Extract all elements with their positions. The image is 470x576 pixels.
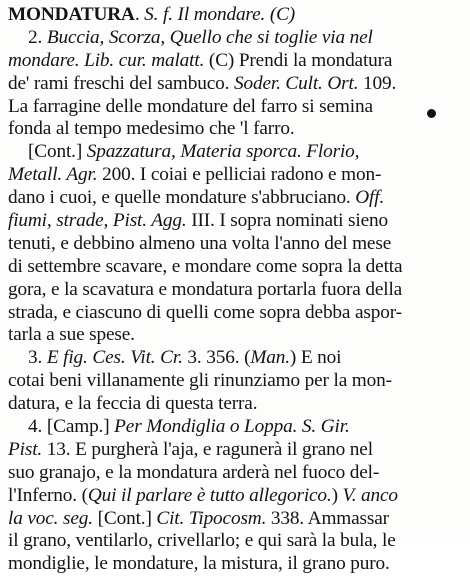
entry-text: La farragine delle mondature del farro si semina [8,95,373,117]
entry-text: la voc. seg. [8,507,93,529]
entry-text: E fig. Ces. Vit. Cr. [46,347,183,369]
ink-dot [427,109,436,118]
entry-text: strada, e ciascuno di quelli come sopra debba aspor- [8,301,402,323]
entry-line [8,530,462,553]
entry-text: mondiglie, le mondature, la mistura, il grano puro. [8,553,390,575]
entry-text: Spazzatura, Materia sporca. Florio, [86,141,360,163]
entry-text: il grano, ventilarlo, crivellarlo; e qui sarà la bula, le [8,530,396,552]
entry-text: de' rami freschi del sambuco. [8,72,234,94]
entry-line [8,553,462,576]
entry-text: III. I sopra nominati sieno [186,210,388,232]
entry-line [8,508,462,531]
entry-line [8,302,462,325]
entry-text: [Cont.] [92,507,157,529]
entry-text: ) [331,484,343,506]
entry-line [8,279,462,302]
entry-text: suo granajo, e la mondatura arderà nel fuoco del- [8,461,380,483]
entry-line [8,233,462,256]
entry-text: datura, e la feccia di questa terra. [8,393,258,415]
entry-text: Buccia, Scorza, Quello che si toglie via nel [46,26,373,48]
entry-text: ) E noi [289,347,342,369]
entry-text: 3. [28,347,47,369]
entry-line [8,256,462,279]
entry-text: tenuti, e debbino almeno una volta l'anno del mese [8,232,392,254]
entry-text: Cit. Tipocosm. [156,507,267,529]
entry-text: gora, e la scavatura e mondatura portarla fuora della [8,278,403,300]
entry-text: Off. [355,187,385,209]
entry-line [8,485,462,508]
entry-line [8,27,462,50]
entry-text: cotai beni villanamente gli rinunziamo per la mon- [8,370,392,392]
entry-text: S. f. Il mondare. (C) [144,4,296,25]
entry-text: tarla a sue spese. [8,324,135,346]
entry-line [8,141,462,164]
entry-text: di settembre scavare, e mondare come sopra la detta [8,255,403,277]
entry-line [8,73,462,96]
entry-text: Qui il parlare è tutto allegorico. [87,484,332,506]
entry-text: Pist. [8,438,43,460]
entry-line [8,324,462,347]
entry-line [8,187,462,210]
entry-line [8,462,462,485]
entry-line [8,96,462,119]
entry-text: 2. [28,26,47,48]
entry-text: Metall. Agr. [8,164,98,186]
entry-text: 4. [Camp.] [28,416,115,438]
entry-text: . [134,4,145,25]
entry-text: [Cont.] [28,141,87,163]
entry-line [8,4,462,27]
entry-text: 109. [358,72,397,94]
entry-line [8,370,462,393]
entry-line [8,439,462,462]
entry-line [8,118,462,141]
entry-line [8,210,462,233]
entry-text: Per Mondiglia o Loppa. S. Gir. [114,416,350,438]
entry-text: mondare. Lib. cur. malatt. [8,49,205,71]
entry-text: l'Inferno. ( [8,484,88,506]
entry-text: fonda al tempo medesimo che 'l farro. [8,118,295,140]
dictionary-entry-mondatura [8,4,462,576]
entry-text: 3. 356. ( [182,347,251,369]
headword: MONDATURA [8,4,135,25]
entry-text: 200. I coiai e pelliciai radono e mon- [97,164,382,186]
entry-line [8,393,462,416]
entry-text: dano i cuoi, e quelle mondature s'abbruciano. [8,187,356,209]
entry-line [8,416,462,439]
entry-line [8,347,462,370]
entry-text: 338. Ammassar [266,507,389,529]
entry-text: fiumi, strade, Pist. Agg. [8,210,187,232]
entry-text: Soder. Cult. Ort. [233,72,359,94]
entry-text: (C) Prendi la mondatura [204,49,393,71]
entry-text: 13. E purgherà l'aja, e ragunerà il grano nel [42,438,373,460]
entry-text: Man. [250,347,290,369]
entry-line [8,164,462,187]
entry-line [8,50,462,73]
entry-text: V. anco [342,484,398,506]
